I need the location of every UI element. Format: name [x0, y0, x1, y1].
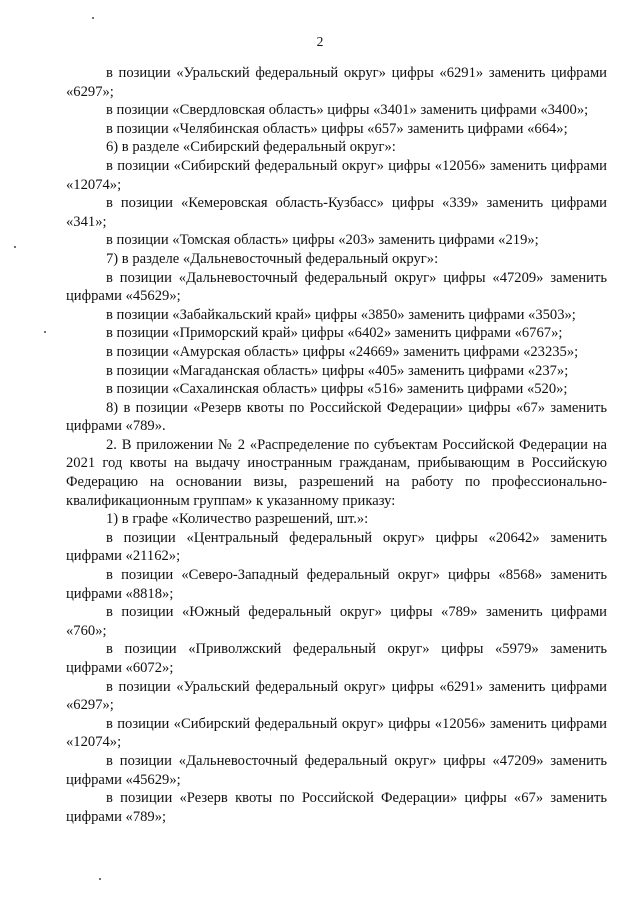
- paragraph: 7) в разделе «Дальневосточный федеральный округ»:: [106, 250, 439, 267]
- paragraph: в позиции «Забайкальский край» цифры «3850» заменить цифрами «3503»;: [106, 306, 576, 323]
- paragraph: в позиции «Дальневосточный федеральный округ» цифры «47209» заменить цифрами «45629»;: [66, 269, 607, 305]
- paragraph: в позиции «Томская область» цифры «203» заменить цифрами «219»;: [106, 232, 539, 249]
- paragraph: в позиции «Резерв квоты по Российской Федерации» цифры «67» заменить цифрами «789»;: [66, 790, 607, 825]
- paragraph: в позиции «Приволжский федеральный округ» цифры «5979» заменить цифрами «6072»;: [66, 641, 607, 676]
- scan-speck: [99, 878, 101, 880]
- scan-speck: [44, 331, 46, 333]
- scan-speck: [14, 246, 16, 248]
- paragraph: в позиции «Челябинская область» цифры «657» заменить цифрами «664»;: [106, 120, 568, 137]
- paragraph: в позиции «Дальневосточный федеральный округ» цифры «47209» заменить цифрами «45629»;: [66, 752, 607, 788]
- paragraph: в позиции «Центральный федеральный округ» цифры «20642» заменить цифрами «21162»;: [66, 529, 607, 565]
- paragraph: в позиции «Уральский федеральный округ» цифры «6291» заменить цифрами «6297»;: [66, 678, 607, 714]
- paragraph: в позиции «Сибирский федеральный округ» цифры «12056» заменить цифрами «12074»;: [66, 715, 607, 751]
- paragraph: в позиции «Уральский федеральный округ» цифры «6291» заменить цифрами «6297»;: [66, 65, 607, 100]
- paragraph: в позиции «Северо-Западный федеральный округ» цифры «8568» заменить цифрами «8818»;: [66, 567, 607, 602]
- paragraph: в позиции «Магаданская область» цифры «405» заменить цифрами «237»;: [106, 362, 569, 379]
- scan-speck: [92, 17, 94, 19]
- paragraph: 2. В приложении № 2 «Распределение по субъектам Российской Федерации на 2021 год квоты на выдачу иностранным гражданам, прибывающим в Российскую Федерацию на основании визы, разрешений на работу по профессионально-квалификационным группам» к указанному приказу:: [66, 436, 607, 509]
- paragraph: в позиции «Свердловская область» цифры «3401» заменить цифрами «3400»;: [106, 102, 589, 119]
- paragraph: 6) в разделе «Сибирский федеральный округ»:: [106, 139, 396, 156]
- paragraph: 1) в графе «Количество разрешений, шт.»:: [106, 511, 369, 528]
- document-body: [66, 64, 607, 826]
- paragraph: в позиции «Южный федеральный округ» цифры «789» заменить цифрами «760»;: [66, 604, 607, 639]
- paragraph: в позиции «Приморский край» цифры «6402» заменить цифрами «6767»;: [106, 325, 563, 342]
- paragraph: в позиции «Кемеровская область-Кузбасс» цифры «339» заменить цифрами «341»;: [66, 195, 607, 230]
- page-number: 2: [316, 34, 324, 49]
- paragraph: в позиции «Сахалинская область» цифры «516» заменить цифрами «520»;: [106, 381, 568, 398]
- paragraph: в позиции «Амурская область» цифры «24669» заменить цифрами «23235»;: [106, 343, 579, 360]
- paragraph: 8) в позиции «Резерв квоты по Российской Федерации» цифры «67» заменить цифрами «789».: [66, 399, 607, 435]
- paragraph: в позиции «Сибирский федеральный округ» цифры «12056» заменить цифрами «12074»;: [66, 157, 607, 193]
